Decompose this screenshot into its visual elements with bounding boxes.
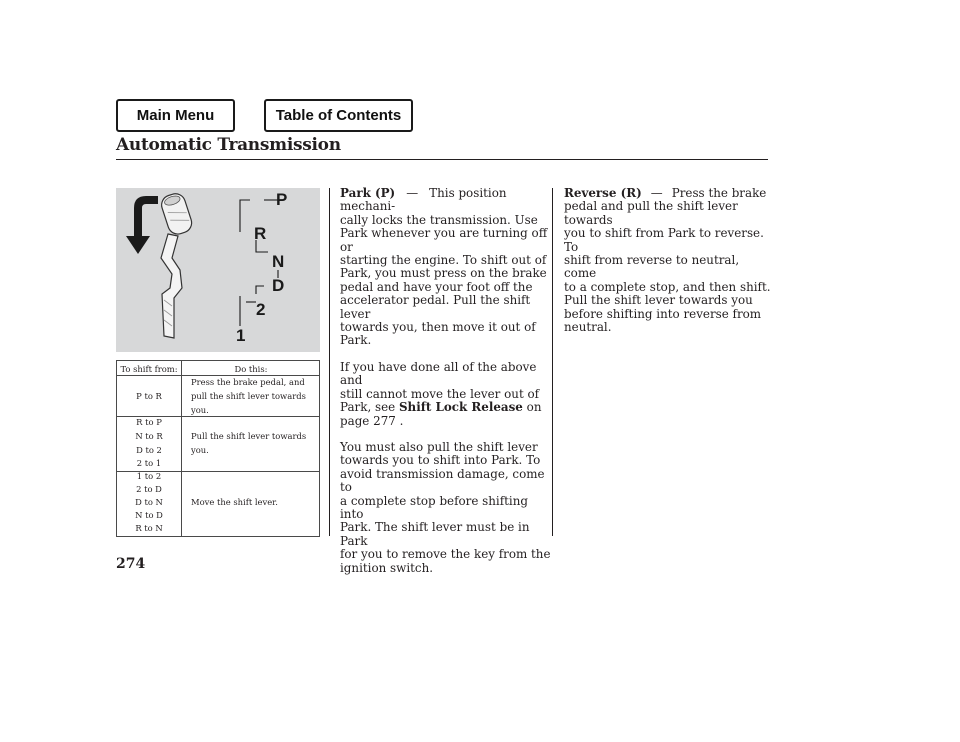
park-line: ignition switch.: [340, 560, 434, 575]
table-header-do: Do this:: [234, 364, 268, 374]
table-of-contents-button[interactable]: Table of Contents: [264, 99, 413, 132]
table-header-from: To shift from:: [120, 364, 178, 374]
park-column: [340, 187, 552, 575]
gear-label-r: R: [254, 224, 267, 243]
reverse-line: Press the brake: [671, 186, 767, 200]
park-line: Park. The shift lever must be in Park: [340, 520, 530, 548]
table-row-from: P to R: [136, 391, 162, 401]
lever-knob-icon: [159, 191, 194, 236]
reverse-line: you to shift from Park to reverse. To: [564, 226, 764, 254]
park-line: towards you to shift into Park. To: [340, 453, 541, 468]
table-row-from: R to P: [136, 417, 162, 427]
reverse-column: [564, 187, 774, 334]
gear-label-p: P: [276, 190, 288, 209]
table-row-from: D to 2: [136, 445, 162, 455]
lever-shaft-icon: [161, 234, 182, 338]
table-row-action: you.: [191, 405, 209, 415]
main-menu-button[interactable]: Main Menu: [116, 99, 235, 132]
park-line: for you to remove the key from the: [340, 547, 551, 562]
column-divider-left: [329, 188, 330, 536]
park-line: Park.: [340, 333, 372, 348]
page-reference-link[interactable]: page 277 .: [340, 413, 404, 428]
park-line: pedal and have your foot off the: [340, 279, 533, 294]
table-row-action: pull the shift lever towards: [191, 391, 306, 401]
table-row-action: Move the shift lever.: [191, 497, 278, 507]
table-row-from: 1 to 2: [136, 471, 162, 481]
table-row-from: R to N: [135, 523, 163, 533]
park-heading: Park (P): [340, 186, 396, 200]
table-row-action: Press the brake pedal, and: [191, 377, 305, 387]
page-title: Automatic Transmission: [116, 135, 341, 155]
reverse-heading: Reverse (R): [564, 186, 642, 200]
table-row-from: D to N: [135, 497, 163, 507]
park-line: starting the engine. To shift out of: [340, 253, 547, 268]
gear-label-2: 2: [256, 300, 266, 319]
park-line: cally locks the transmission. Use: [340, 212, 538, 227]
page-number: 274: [116, 556, 146, 572]
park-see-text: Park, see: [340, 400, 396, 415]
gear-label-d: D: [272, 276, 285, 295]
park-line: still cannot move the lever out of: [340, 386, 540, 401]
table-row-from: 2 to D: [136, 484, 162, 494]
arrow-icon: [126, 196, 158, 254]
park-line: accelerator pedal. Pull the shift lever: [340, 293, 531, 321]
table-row-from: 2 to 1: [136, 458, 162, 468]
table-row-from: N to D: [135, 510, 163, 520]
table-row-action: Pull the shift lever towards: [191, 431, 307, 441]
shift-table: [116, 360, 320, 537]
gear-label-n: N: [272, 252, 285, 271]
shift-lever-figure: [116, 188, 320, 352]
header-rule: [116, 159, 768, 160]
park-on-text: on: [526, 400, 542, 415]
reverse-line: pedal and pull the shift lever towards: [564, 199, 738, 227]
gear-label-1: 1: [236, 326, 246, 345]
park-line: This position mechani-: [340, 186, 507, 214]
park-line: Park whenever you are turning off or: [340, 226, 548, 254]
column-divider-right: [552, 188, 553, 536]
reverse-line: Pull the shift lever towards you: [564, 293, 753, 308]
reverse-line: before shifting into reverse from: [564, 306, 762, 321]
park-line: avoid transmission damage, come to: [340, 466, 545, 495]
shift-lever-illustration: [116, 188, 320, 352]
reverse-dash: —: [650, 186, 663, 200]
park-line: Park, you must press on the brake: [340, 266, 547, 281]
park-line: If you have done all of the above and: [340, 359, 537, 388]
park-dash: —: [406, 186, 419, 200]
reverse-line: to a complete stop, and then shift.: [564, 279, 771, 294]
shift-lock-release-link[interactable]: Shift Lock Release: [398, 400, 523, 415]
park-line: You must also pull the shift lever: [340, 439, 538, 454]
table-row-from: N to R: [135, 431, 163, 441]
reverse-line: shift from reverse to neutral, come: [564, 253, 740, 281]
reverse-line: neutral.: [564, 320, 612, 335]
table-row-action: you.: [191, 445, 209, 455]
park-line: towards you, then move it out of: [340, 320, 536, 335]
park-line: a complete stop before shifting into: [340, 493, 528, 521]
